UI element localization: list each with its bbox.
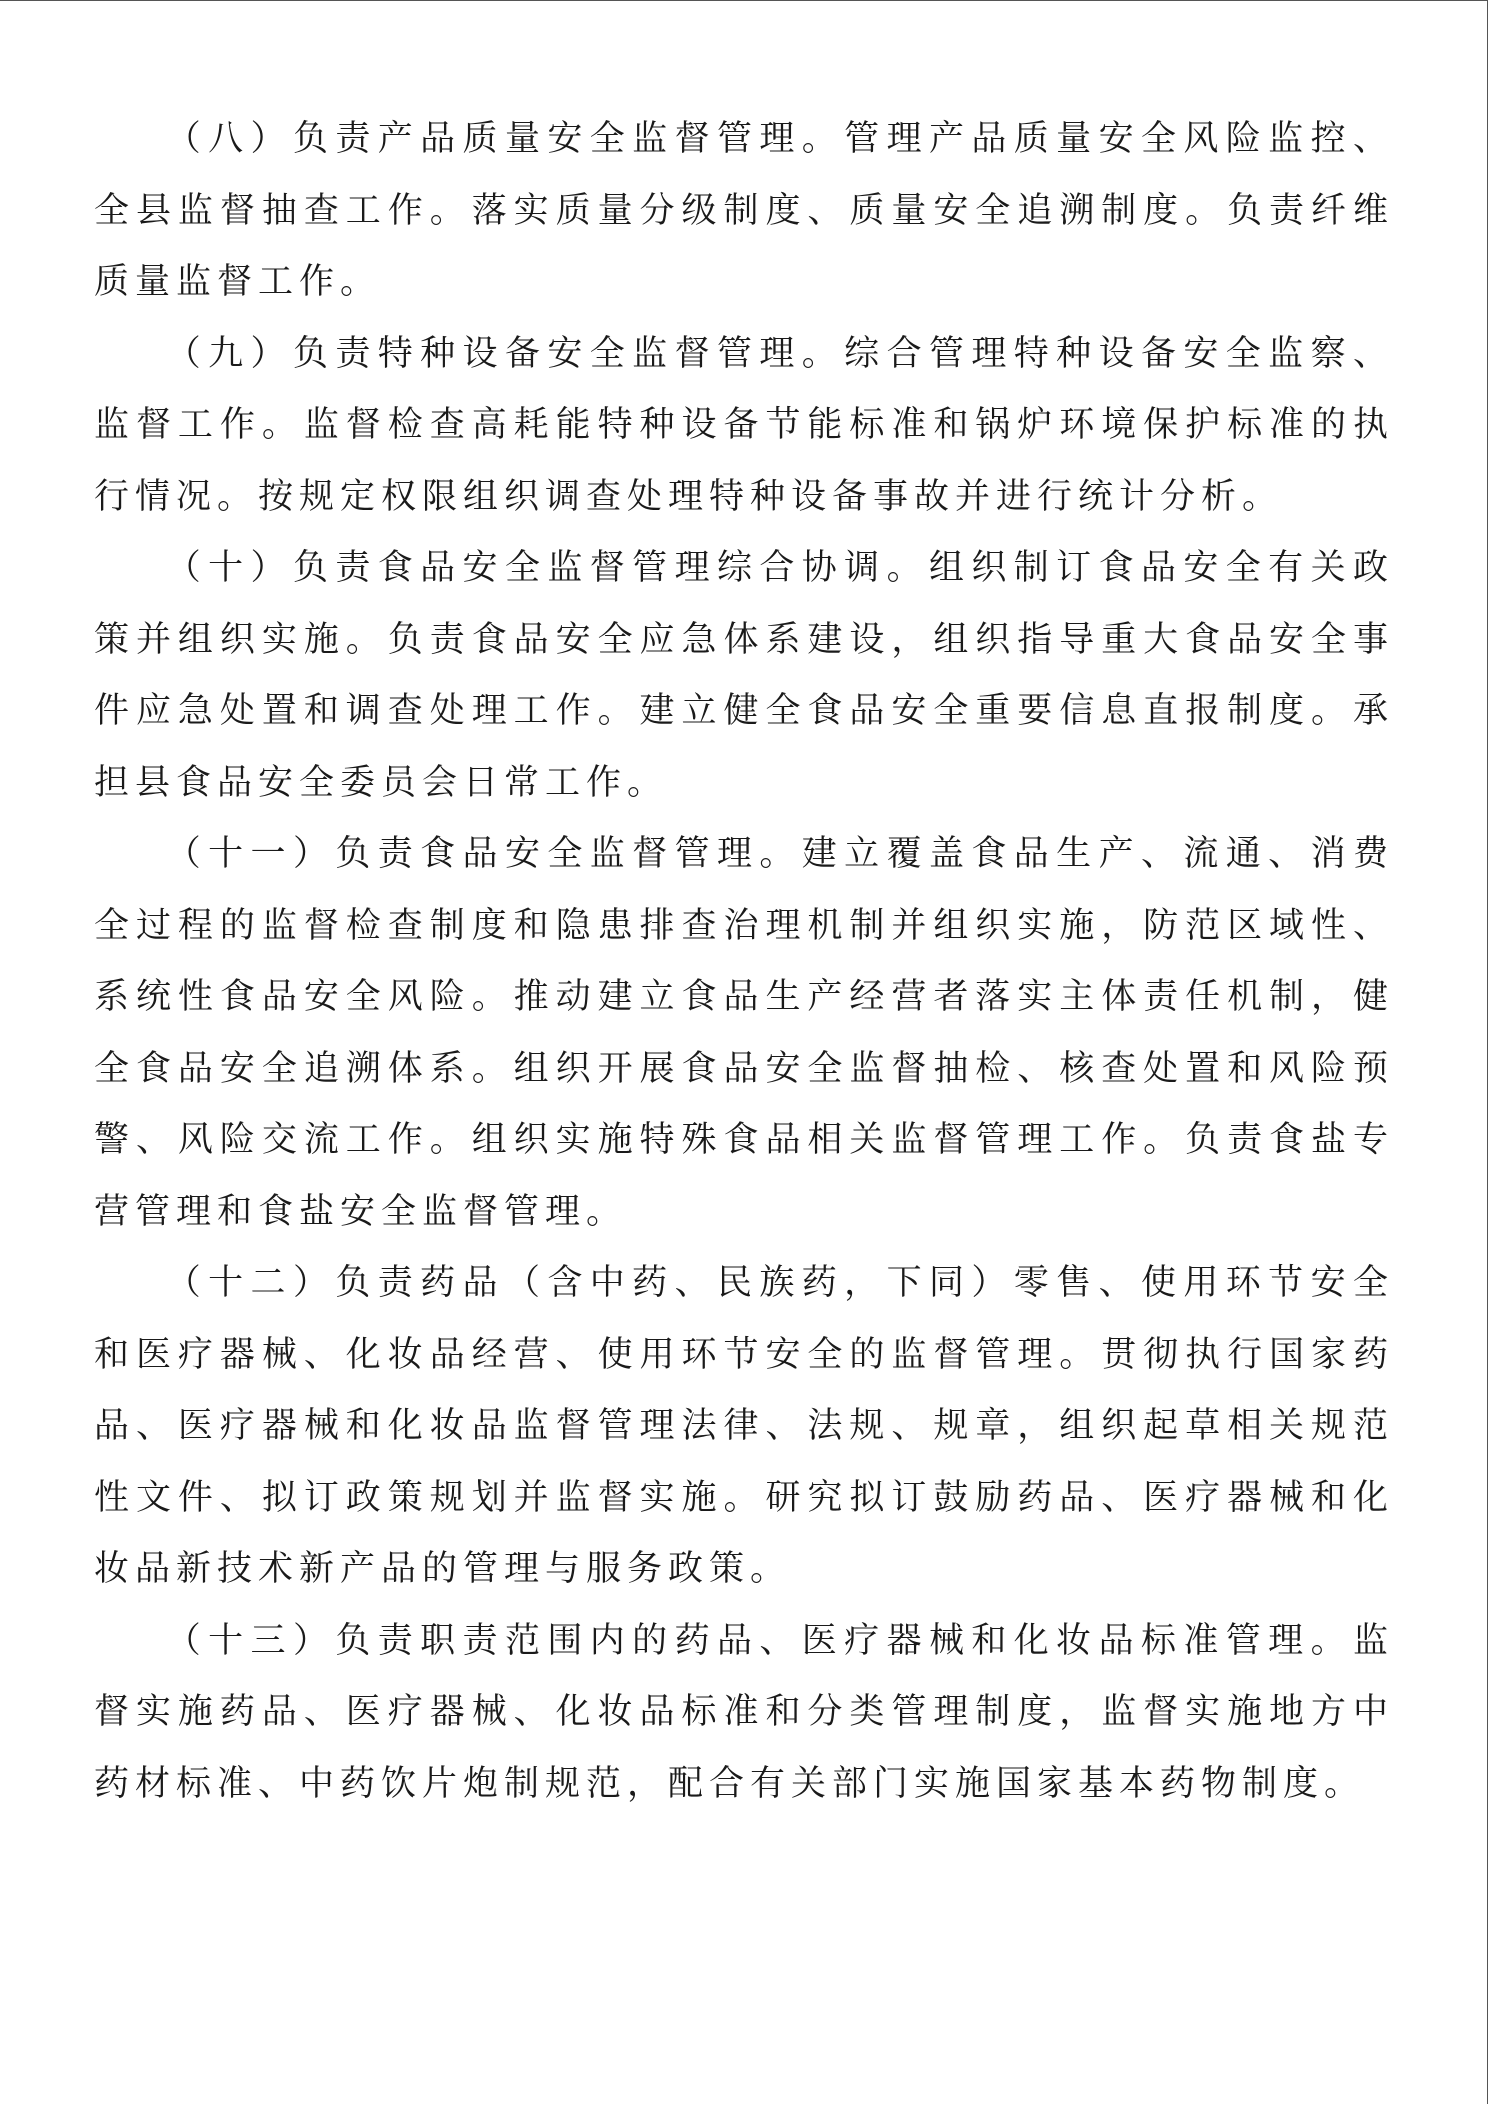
paragraph-9: （九）负责特种设备安全监督管理。综合管理特种设备安全监察、监督工作。监督检查高耗能特种设备节能标准和锅炉环境保护标准的执行情况。按规定权限组织调查处理特种设备事故并进行统计分析。 bbox=[94, 333, 1394, 517]
paragraph-11: （十一）负责食品安全监督管理。建立覆盖食品生产、流通、消费全过程的监督检查制度和隐患排查治理机制并组织实施，防范区域性、系统性食品安全风险。推动建立食品生产经营者落实主体责任机制，健全食品安全追溯体系。组织开展食品安全监督抽检、核查处置和风险预警、风险交流工作。组织实施特殊食品相关监督管理工作。负责食盐专营管理和食盐安全监督管理。 bbox=[94, 834, 1394, 1232]
paragraph-10: （十）负责食品安全监督管理综合协调。组织制订食品安全有关政策并组织实施。负责食品安全应急体系建设，组织指导重大食品安全事件应急处置和调查处理工作。建立健全食品安全重要信息直报制度。承担县食品安全委员会日常工作。 bbox=[94, 548, 1394, 803]
paragraph-12: （十二）负责药品（含中药、民族药，下同）零售、使用环节安全和医疗器械、化妆品经营、使用环节安全的监督管理。贯彻执行国家药品、医疗器械和化妆品监督管理法律、法规、规章，组织起草相关规范性文件、拟订政策规划并监督实施。研究拟订鼓励药品、医疗器械和化妆品新技术新产品的管理与服务政策。 bbox=[94, 1263, 1394, 1589]
document-page bbox=[94, 104, 1394, 1820]
paragraph-13: （十三）负责职责范围内的药品、医疗器械和化妆品标准管理。监督实施药品、医疗器械、化妆品标准和分类管理制度，监督实施地方中药材标准、中药饮片炮制规范，配合有关部门实施国家基本药物制度。 bbox=[94, 1620, 1394, 1804]
paragraph-8: （八）负责产品质量安全监督管理。管理产品质量安全风险监控、全县监督抽查工作。落实质量分级制度、质量安全追溯制度。负责纤维质量监督工作。 bbox=[94, 119, 1394, 302]
